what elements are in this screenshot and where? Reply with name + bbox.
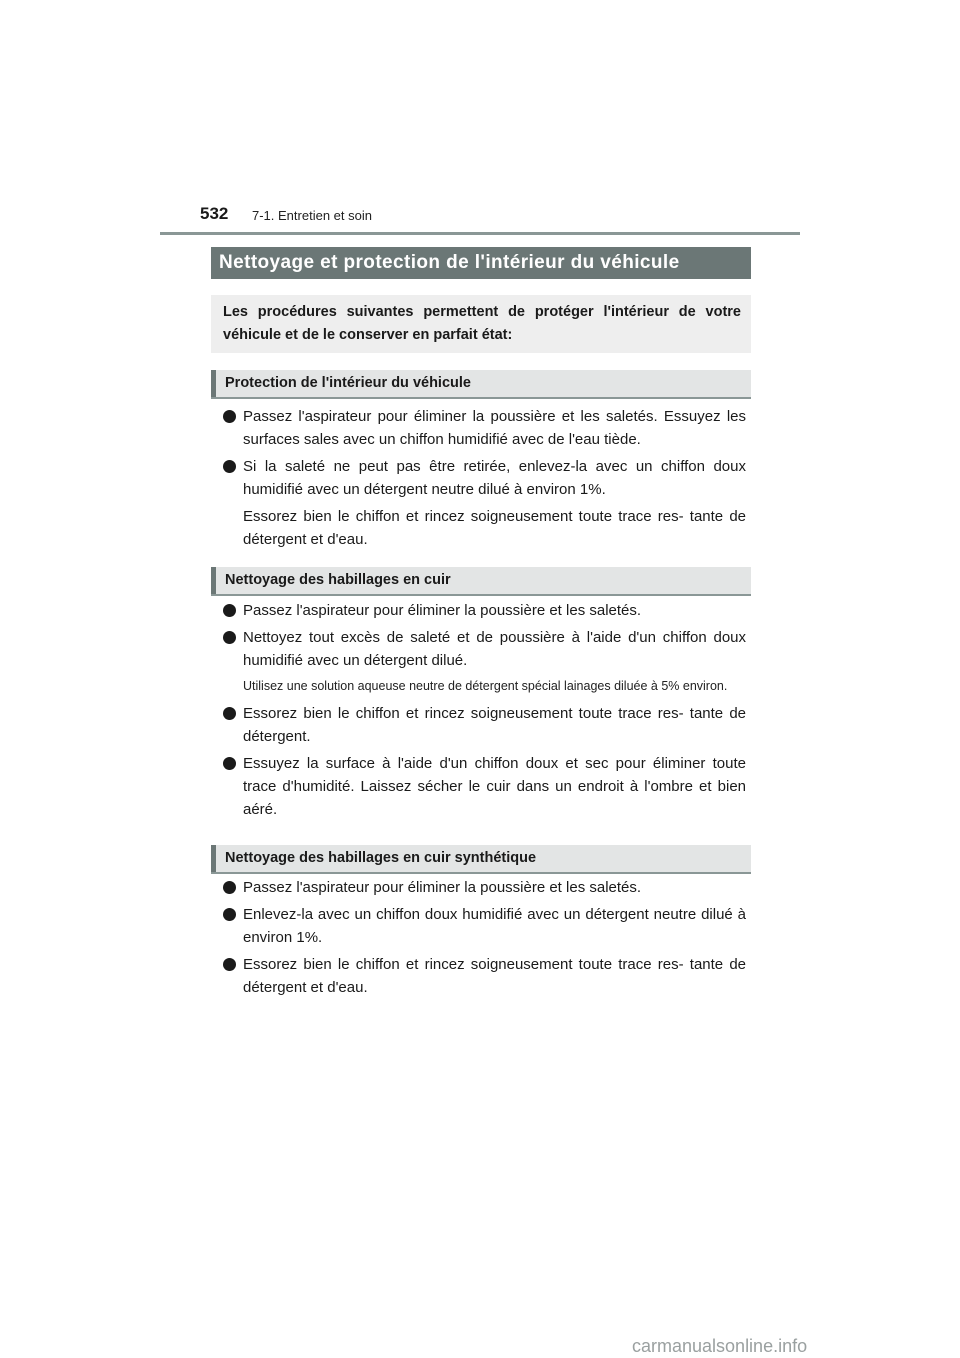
section-heading-leather-trim: Nettoyage des habillages en cuir (211, 567, 751, 594)
section-divider (211, 594, 751, 596)
section-heading-synthetic-leather: Nettoyage des habillages en cuir synthétique (211, 845, 751, 872)
list-item-text: Si la saleté ne peut pas être retirée, enlevez-la avec un chiffon doux humidifié avec un détergent neutre dilué à environ 1%. (243, 458, 746, 498)
main-title: Nettoyage et protection de l'intérieur du véhicule (211, 247, 751, 279)
bullet-icon (223, 604, 236, 617)
section-heading-interior-protection: Protection de l'intérieur du véhicule (211, 370, 751, 397)
bullet-icon (223, 958, 236, 971)
bullet-icon (223, 410, 236, 423)
bullet-icon (223, 881, 236, 894)
list-item (223, 626, 746, 672)
header-divider (160, 232, 800, 235)
bullet-icon (223, 908, 236, 921)
bullet-icon (223, 460, 236, 473)
note-text: Utilisez une solution aqueuse neutre de détergent spécial lainages diluée à 5% environ. (243, 679, 728, 693)
bullet-icon (223, 757, 236, 770)
list-item-text: Passez l'aspirateur pour éliminer la poussière et les saletés. Essuyez les surfaces sales avec un chiffon humidifié avec de l'eau tiède. (243, 408, 746, 448)
list-leather-trim (223, 599, 746, 825)
list-synthetic-leather (223, 876, 746, 1003)
list-item-text: Essorez bien le chiffon et rincez soigneusement toute trace res- tante de détergent. (243, 705, 746, 745)
list-item-text: Passez l'aspirateur pour éliminer la poussière et les saletés. (243, 602, 642, 619)
page-header (160, 200, 800, 236)
section-divider (211, 872, 751, 874)
list-item (223, 903, 746, 949)
watermark: carmanualsonline.info (632, 1336, 808, 1356)
list-item-text: Nettoyez tout excès de saleté et de poussière à l'aide d'un chiffon doux humidifié avec un détergent dilué. (243, 629, 746, 669)
list-item (223, 599, 746, 622)
bullet-icon (223, 631, 236, 644)
list-item-text: Passez l'aspirateur pour éliminer la poussière et les saletés. (243, 879, 642, 896)
continuation-text: Essorez bien le chiffon et rincez soigneusement toute trace res- tante de détergent et d'eau. (243, 508, 746, 548)
list-item-text: Essuyez la surface à l'aide d'un chiffon doux et sec pour éliminer toute trace d'humidité. Laissez sécher le cuir dans un endroit à l'ombre et bien aéré. (243, 755, 746, 818)
list-item (223, 405, 746, 451)
list-item (223, 876, 746, 899)
list-item (223, 953, 746, 999)
page-number: 532 (200, 204, 229, 223)
list-interior-protection (223, 405, 746, 555)
list-item (223, 702, 746, 748)
section-divider (211, 397, 751, 399)
intro-box: Les procédures suivantes permettent de protéger l'intérieur de votre véhicule et de le conserver en parfait état: (211, 295, 751, 353)
list-item (223, 455, 746, 501)
list-item (223, 752, 746, 821)
bullet-icon (223, 707, 236, 720)
section-reference: 7-1. Entretien et soin (252, 208, 372, 223)
list-item-text: Enlevez-la avec un chiffon doux humidifié avec un détergent neutre dilué à environ 1%. (243, 906, 746, 946)
list-item-text: Essorez bien le chiffon et rincez soigneusement toute trace res- tante de détergent et d'eau. (243, 956, 746, 996)
